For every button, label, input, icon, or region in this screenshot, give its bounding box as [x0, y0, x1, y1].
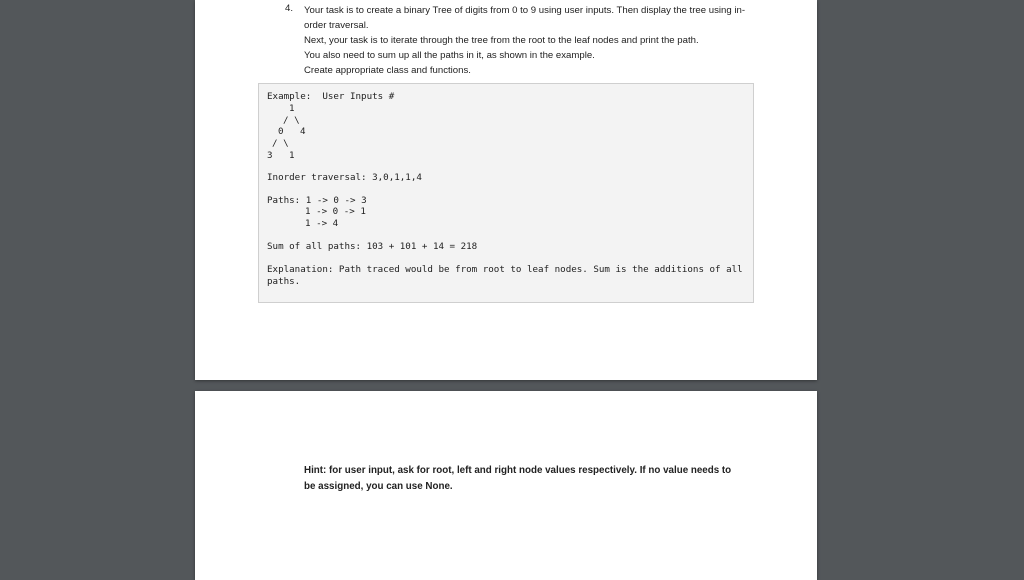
question-line-3: You also need to sum up all the paths in it, as shown in the example. [304, 50, 595, 61]
paths-label: Paths: [267, 194, 301, 206]
document-page-2 [195, 391, 817, 580]
path-3: 1 -> 4 [305, 218, 339, 230]
hint-text: Hint: for user input, ask for root, left and right node values respectively. If no value needs to be assigned, you can use None. [304, 465, 732, 492]
tree-branch-1: / \ [283, 114, 300, 126]
question-line-2: Next, your task is to iterate through the tree from the root to the leaf nodes and print the path. [304, 35, 699, 46]
question-number: 4. [285, 3, 294, 14]
tree-node-right: 4 [300, 126, 306, 138]
document-page-1 [195, 0, 817, 380]
question-line-4: Create appropriate class and functions. [304, 65, 471, 76]
example-header: Example: User Inputs # [267, 91, 395, 102]
tree-node-left: 0 [278, 126, 284, 138]
paths-line-1 [267, 195, 745, 207]
question-line-1: Your task is to create a binary Tree of digits from 0 to 9 using user inputs. Then display the tree using in-order traversal. [304, 5, 746, 31]
tree-leaf-left: 3 [267, 149, 273, 161]
sum-of-paths: Sum of all paths: 103 + 101 + 14 = 218 [267, 240, 478, 252]
path-1: 1 -> 0 -> 3 [305, 194, 367, 206]
inorder-traversal: Inorder traversal: 3,0,1,1,4 [267, 171, 422, 183]
example-tree [267, 103, 745, 161]
question-text [304, 3, 754, 78]
tree-root: 1 [289, 102, 295, 114]
tree-branch-2: / \ [272, 138, 289, 150]
explanation: Explanation: Path traced would be from root to leaf nodes. Sum is the additions of all paths. [267, 263, 743, 287]
example-code-box [258, 83, 754, 303]
tree-leaf-right: 1 [289, 149, 295, 161]
path-2: 1 -> 0 -> 1 [305, 206, 366, 218]
